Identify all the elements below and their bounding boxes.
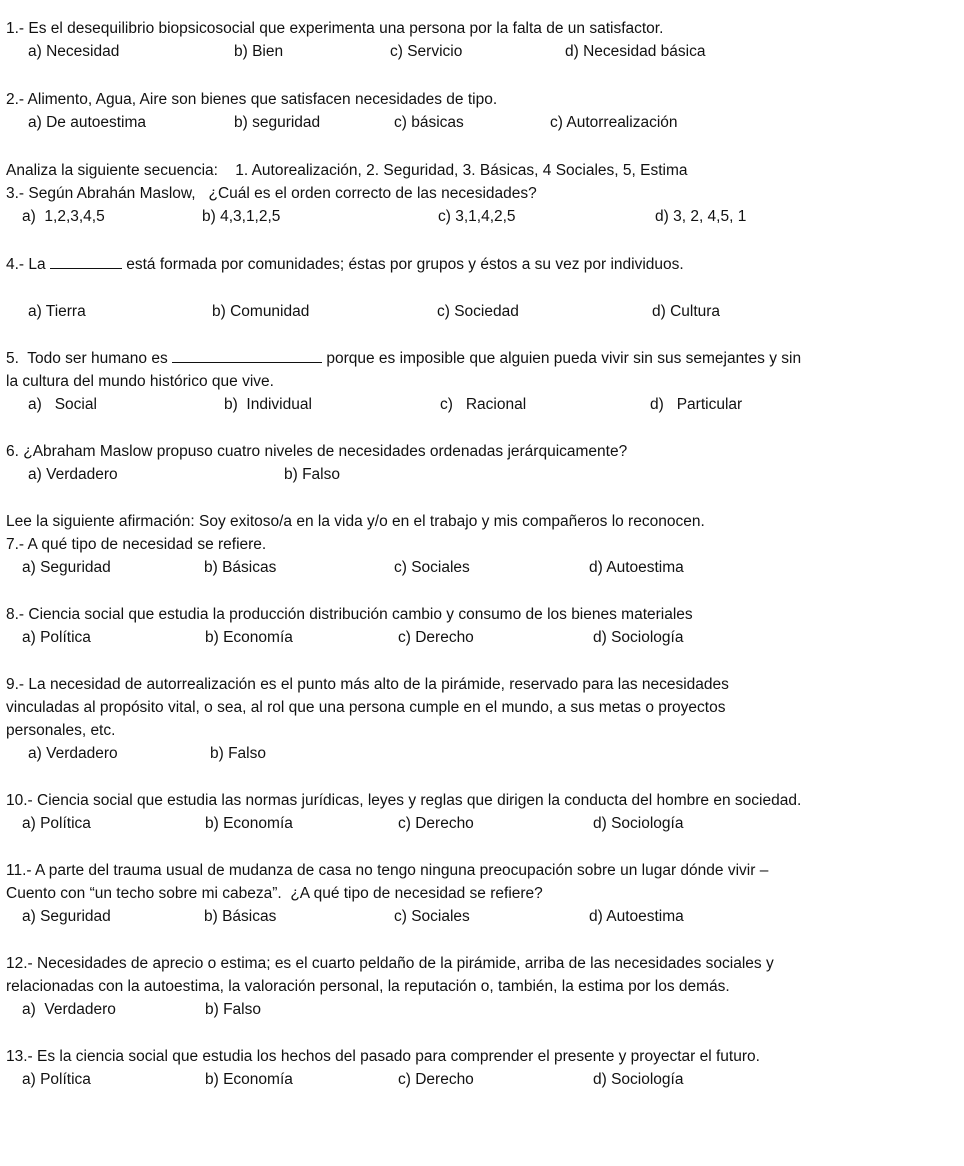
question-11-line-2: Cuento con “un techo sobre mi cabeza”. ¿A qué tipo de necesidad se refiere? [6,885,543,902]
question-12-options [6,998,958,1022]
q3-option-c: c) 3,1,4,2,5 [438,208,516,225]
question-13-options [6,1068,958,1092]
q4-option-d: d) Cultura [652,303,721,320]
question-8-options [6,626,958,650]
question-9-options [6,742,958,766]
question-9-line-3: personales, etc. [6,722,116,739]
question-8-text: 8.- Ciencia social que estudia la producción distribución cambio y consumo de los bienes materiales [6,606,693,623]
question-7-intro: Lee la siguiente afirmación: Soy exitoso/a en la vida y/o en el trabajo y mis compañeros lo reconocen. [6,513,705,530]
question-13-text: 13.- Es la ciencia social que estudia los hechos del pasado para comprender el presente y proyectar el futuro. [6,1048,760,1065]
q11-option-d: d) Autoestima [589,908,684,925]
question-12-line-2: relacionadas con la autoestima, la valoración personal, la reputación o, también, la estima por los demás. [6,978,730,995]
q13-option-a: a) Política [22,1071,91,1088]
q11-option-c: c) Sociales [394,908,470,925]
q4-answer-blank [50,254,122,269]
q5-answer-blank [172,348,322,363]
question-5-text [6,347,958,370]
question-5-options [6,393,958,417]
q2-option-a: a) De autoestima [28,114,147,131]
q3-option-d: d) 3, 2, 4,5, 1 [655,208,747,225]
q6-option-b: b) Falso [284,466,340,483]
question-11-line-1: 11.- A parte del trauma usual de mudanza de casa no tengo ninguna preocupación sobre un lugar dónde vivir – [6,862,769,879]
q4-text-start: 4.- La [6,256,50,273]
q4-option-a: a) Tierra [28,303,86,320]
q11-option-b: b) Básicas [204,908,277,925]
q10-option-a: a) Política [22,815,91,832]
question-7-options [6,556,958,580]
question-11-options [6,905,958,929]
question-7-text: 7.- A qué tipo de necesidad se refiere. [6,536,267,553]
q4-option-c: c) Sociedad [437,303,519,320]
q7-option-a: a) Seguridad [22,559,111,576]
question-3-text: 3.- Según Abrahán Maslow, ¿Cuál es el orden correcto de las necesidades? [6,185,537,202]
q8-option-b: b) Economía [205,629,293,646]
q8-option-a: a) Política [22,629,91,646]
question-4-text [6,253,958,276]
q9-option-a: a) Verdadero [28,745,118,762]
exam-page [6,17,958,1092]
q2-option-d: c) Autorrealización [550,114,678,131]
question-5-text-line2: la cultura del mundo histórico que vive. [6,373,274,390]
q5-option-b: b) Individual [224,396,312,413]
q5-text-end: porque es imposible que alguien pueda vivir sin sus semejantes y sin [322,350,802,367]
q9-option-b: b) Falso [210,745,266,762]
question-2-options [6,111,958,135]
q11-option-a: a) Seguridad [22,908,111,925]
q2-option-b: b) seguridad [234,114,321,131]
q6-option-a: a) Verdadero [28,466,118,483]
q13-option-b: b) Economía [205,1071,293,1088]
question-3-intro: Analiza la siguiente secuencia: 1. Autorealización, 2. Seguridad, 3. Básicas, 4 Sociales, 5, Estima [6,162,688,179]
q13-option-c: c) Derecho [398,1071,474,1088]
q5-text-start: 5. Todo ser humano es [6,350,173,367]
q1-option-d: d) Necesidad básica [565,43,706,60]
q12-option-a: a) Verdadero [22,1001,116,1018]
q5-option-d: d) Particular [650,396,743,413]
q1-option-c: c) Servicio [390,43,463,60]
question-2-text: 2.- Alimento, Agua, Aire son bienes que satisfacen necesidades de tipo. [6,91,498,108]
question-9-line-1: 9.- La necesidad de autorrealización es el punto más alto de la pirámide, reservado para las necesidades [6,676,729,693]
q7-option-c: c) Sociales [394,559,470,576]
question-4-options [6,300,958,324]
q13-option-d: d) Sociología [593,1071,684,1088]
question-9-line-2: vinculadas al propósito vital, o sea, al rol que una persona cumple en el mundo, a sus metas o proyectos [6,699,726,716]
q10-option-c: c) Derecho [398,815,474,832]
q1-option-a: a) Necesidad [28,43,120,60]
q2-option-c: c) básicas [394,114,464,131]
q8-option-c: c) Derecho [398,629,474,646]
q5-option-a: a) Social [28,396,97,413]
q4-text-end: está formada por comunidades; éstas por grupos y éstos a su vez por individuos. [121,256,684,273]
q1-option-b: b) Bien [234,43,284,60]
q7-option-d: d) Autoestima [589,559,684,576]
question-6-options [6,463,958,487]
question-10-text: 10.- Ciencia social que estudia las normas jurídicas, leyes y reglas que dirigen la conducta del hombre en sociedad. [6,792,802,809]
q5-option-c: c) Racional [440,396,527,413]
q3-option-a: a) 1,2,3,4,5 [22,208,105,225]
q10-option-b: b) Economía [205,815,293,832]
question-1-text: 1.- Es el desequilibrio biopsicosocial que experimenta una persona por la falta de un satisfactor. [6,20,664,37]
q12-option-b: b) Falso [205,1001,261,1018]
q4-option-b: b) Comunidad [212,303,310,320]
question-6-text: 6. ¿Abraham Maslow propuso cuatro niveles de necesidades ordenadas jerárquicamente? [6,443,628,460]
question-10-options [6,812,958,836]
question-1-options [6,40,958,64]
q8-option-d: d) Sociología [593,629,684,646]
q3-option-b: b) 4,3,1,2,5 [202,208,281,225]
question-3-options [6,205,958,229]
q10-option-d: d) Sociología [593,815,684,832]
q7-option-b: b) Básicas [204,559,277,576]
question-12-line-1: 12.- Necesidades de aprecio o estima; es el cuarto peldaño de la pirámide, arriba de las necesidades sociales y [6,955,774,972]
